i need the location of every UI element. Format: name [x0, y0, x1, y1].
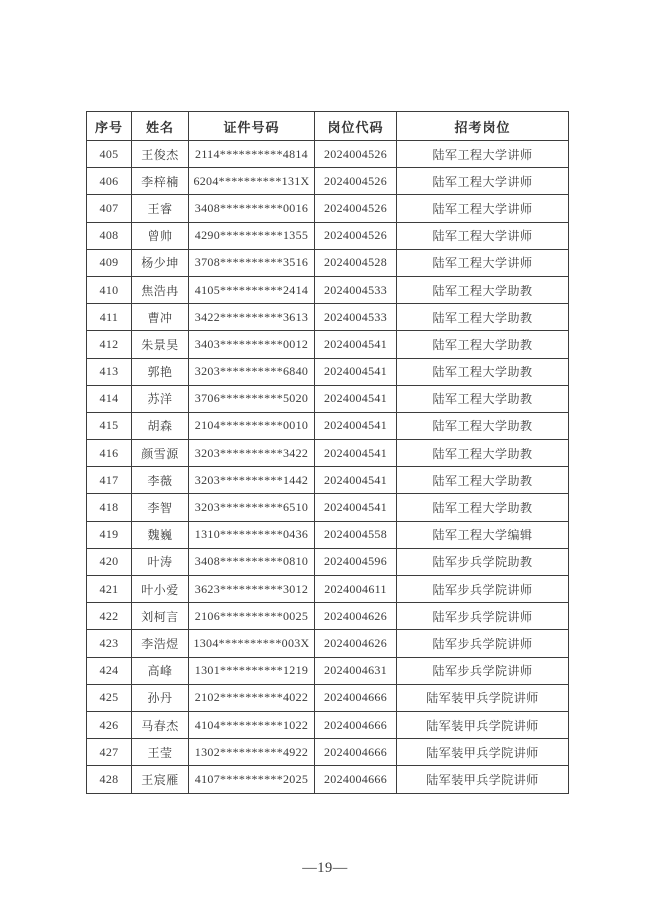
cell-position: 陆军步兵学院讲师	[397, 630, 569, 657]
cell-position: 陆军工程大学助教	[397, 494, 569, 521]
table-row	[87, 331, 569, 358]
cell-position: 陆军装甲兵学院讲师	[397, 684, 569, 711]
cell-name: 王俊杰	[132, 141, 189, 168]
cell-id: 1304**********003X	[189, 630, 315, 657]
cell-code: 2024004533	[315, 276, 397, 303]
cell-id: 3706**********5020	[189, 385, 315, 412]
cell-id: 2114**********4814	[189, 141, 315, 168]
cell-id: 2106**********0025	[189, 603, 315, 630]
cell-seq: 418	[87, 494, 132, 521]
cell-seq: 408	[87, 222, 132, 249]
cell-seq: 414	[87, 385, 132, 412]
cell-name: 高峰	[132, 657, 189, 684]
table-row	[87, 249, 569, 276]
cell-code: 2024004541	[315, 385, 397, 412]
cell-position: 陆军步兵学院讲师	[397, 603, 569, 630]
cell-seq: 412	[87, 331, 132, 358]
table-row	[87, 521, 569, 548]
cell-code: 2024004526	[315, 168, 397, 195]
recruitment-table	[86, 111, 569, 794]
cell-name: 焦浩冉	[132, 276, 189, 303]
cell-code: 2024004526	[315, 141, 397, 168]
cell-position: 陆军工程大学编辑	[397, 521, 569, 548]
cell-seq: 427	[87, 739, 132, 766]
cell-seq: 417	[87, 467, 132, 494]
cell-code: 2024004541	[315, 331, 397, 358]
table-row	[87, 684, 569, 711]
table-row	[87, 222, 569, 249]
cell-code: 2024004666	[315, 684, 397, 711]
cell-id: 4107**********2025	[189, 766, 315, 793]
cell-code: 2024004626	[315, 603, 397, 630]
table-row	[87, 603, 569, 630]
cell-code: 2024004528	[315, 249, 397, 276]
cell-name: 苏洋	[132, 385, 189, 412]
table-row	[87, 630, 569, 657]
cell-id: 3408**********0810	[189, 548, 315, 575]
table-row	[87, 739, 569, 766]
cell-name: 王宸雁	[132, 766, 189, 793]
cell-name: 曾帅	[132, 222, 189, 249]
cell-name: 王莹	[132, 739, 189, 766]
cell-seq: 413	[87, 358, 132, 385]
table-row	[87, 195, 569, 222]
cell-code: 2024004611	[315, 576, 397, 603]
cell-position: 陆军装甲兵学院讲师	[397, 711, 569, 738]
cell-code: 2024004596	[315, 548, 397, 575]
cell-position: 陆军工程大学助教	[397, 276, 569, 303]
cell-id: 3203**********1442	[189, 467, 315, 494]
cell-code: 2024004541	[315, 467, 397, 494]
cell-name: 叶小爱	[132, 576, 189, 603]
cell-code: 2024004626	[315, 630, 397, 657]
cell-position: 陆军工程大学讲师	[397, 222, 569, 249]
cell-name: 颜雪源	[132, 440, 189, 467]
table-row	[87, 141, 569, 168]
cell-name: 王睿	[132, 195, 189, 222]
cell-name: 朱景昊	[132, 331, 189, 358]
cell-code: 2024004541	[315, 358, 397, 385]
cell-code: 2024004541	[315, 440, 397, 467]
table-row	[87, 711, 569, 738]
cell-id: 4105**********2414	[189, 276, 315, 303]
cell-code: 2024004541	[315, 412, 397, 439]
cell-position: 陆军工程大学助教	[397, 412, 569, 439]
cell-seq: 405	[87, 141, 132, 168]
column-header-id: 证件号码	[189, 112, 315, 141]
cell-position: 陆军装甲兵学院讲师	[397, 766, 569, 793]
cell-seq: 421	[87, 576, 132, 603]
cell-seq: 423	[87, 630, 132, 657]
cell-name: 李薇	[132, 467, 189, 494]
cell-code: 2024004541	[315, 494, 397, 521]
cell-id: 6204**********131X	[189, 168, 315, 195]
cell-position: 陆军步兵学院助教	[397, 548, 569, 575]
cell-id: 3403**********0012	[189, 331, 315, 358]
cell-id: 2102**********4022	[189, 684, 315, 711]
cell-name: 刘柯言	[132, 603, 189, 630]
cell-position: 陆军工程大学助教	[397, 385, 569, 412]
table-row	[87, 657, 569, 684]
cell-seq: 419	[87, 521, 132, 548]
cell-seq: 428	[87, 766, 132, 793]
cell-position: 陆军工程大学助教	[397, 331, 569, 358]
cell-id: 3422**********3613	[189, 304, 315, 331]
cell-seq: 425	[87, 684, 132, 711]
cell-code: 2024004526	[315, 195, 397, 222]
table-row	[87, 412, 569, 439]
table-row	[87, 766, 569, 793]
cell-position: 陆军工程大学助教	[397, 440, 569, 467]
cell-id: 4290**********1355	[189, 222, 315, 249]
cell-code: 2024004533	[315, 304, 397, 331]
table-row	[87, 440, 569, 467]
cell-code: 2024004666	[315, 739, 397, 766]
cell-seq: 410	[87, 276, 132, 303]
column-header-code: 岗位代码	[315, 112, 397, 141]
cell-seq: 407	[87, 195, 132, 222]
cell-id: 1310**********0436	[189, 521, 315, 548]
cell-seq: 426	[87, 711, 132, 738]
cell-position: 陆军装甲兵学院讲师	[397, 739, 569, 766]
cell-code: 2024004631	[315, 657, 397, 684]
cell-id: 3408**********0016	[189, 195, 315, 222]
table-row	[87, 168, 569, 195]
cell-name: 杨少坤	[132, 249, 189, 276]
cell-seq: 422	[87, 603, 132, 630]
cell-id: 3203**********3422	[189, 440, 315, 467]
cell-id: 2104**********0010	[189, 412, 315, 439]
cell-seq: 411	[87, 304, 132, 331]
cell-name: 李梓楠	[132, 168, 189, 195]
cell-id: 3203**********6840	[189, 358, 315, 385]
cell-name: 郭艳	[132, 358, 189, 385]
cell-id: 3623**********3012	[189, 576, 315, 603]
cell-seq: 409	[87, 249, 132, 276]
table-row	[87, 576, 569, 603]
column-header-position: 招考岗位	[397, 112, 569, 141]
table-header-row	[87, 112, 569, 141]
cell-name: 李智	[132, 494, 189, 521]
page-number: —19—	[302, 860, 348, 876]
cell-position: 陆军工程大学助教	[397, 467, 569, 494]
cell-id: 4104**********1022	[189, 711, 315, 738]
cell-name: 叶涛	[132, 548, 189, 575]
cell-id: 1302**********4922	[189, 739, 315, 766]
table-row	[87, 467, 569, 494]
cell-name: 胡森	[132, 412, 189, 439]
table-row	[87, 385, 569, 412]
cell-name: 曹冲	[132, 304, 189, 331]
cell-id: 3203**********6510	[189, 494, 315, 521]
cell-seq: 424	[87, 657, 132, 684]
cell-name: 马春杰	[132, 711, 189, 738]
cell-position: 陆军工程大学讲师	[397, 168, 569, 195]
cell-position: 陆军工程大学助教	[397, 304, 569, 331]
cell-name: 孙丹	[132, 684, 189, 711]
table-row	[87, 548, 569, 575]
table-body	[87, 141, 569, 794]
cell-seq: 415	[87, 412, 132, 439]
cell-id: 3708**********3516	[189, 249, 315, 276]
cell-code: 2024004666	[315, 766, 397, 793]
column-header-name: 姓名	[132, 112, 189, 141]
cell-seq: 416	[87, 440, 132, 467]
cell-code: 2024004558	[315, 521, 397, 548]
cell-code: 2024004666	[315, 711, 397, 738]
cell-position: 陆军工程大学讲师	[397, 195, 569, 222]
cell-seq: 406	[87, 168, 132, 195]
table-row	[87, 494, 569, 521]
cell-seq: 420	[87, 548, 132, 575]
cell-name: 李浩煜	[132, 630, 189, 657]
cell-id: 1301**********1219	[189, 657, 315, 684]
cell-position: 陆军步兵学院讲师	[397, 657, 569, 684]
table-row	[87, 276, 569, 303]
cell-position: 陆军工程大学助教	[397, 358, 569, 385]
cell-position: 陆军工程大学讲师	[397, 249, 569, 276]
table-row	[87, 358, 569, 385]
cell-code: 2024004526	[315, 222, 397, 249]
cell-position: 陆军工程大学讲师	[397, 141, 569, 168]
cell-position: 陆军步兵学院讲师	[397, 576, 569, 603]
cell-name: 魏巍	[132, 521, 189, 548]
column-header-seq: 序号	[87, 112, 132, 141]
table-row	[87, 304, 569, 331]
